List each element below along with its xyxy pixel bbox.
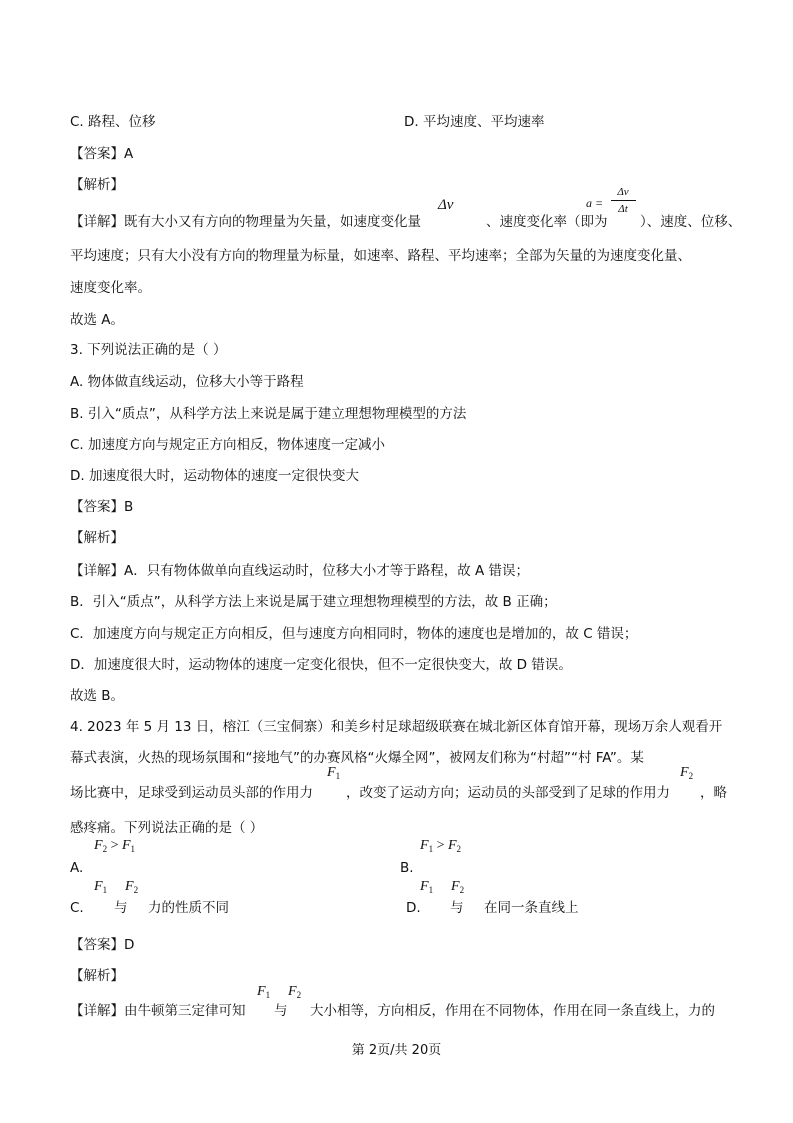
q3-option-c: C. 加速度方向与规定正方向相反，物体速度一定减小	[70, 437, 386, 453]
q4-detail-c: 大小相等，方向相反，作用在不同物体，作用在同一条直线上，力的	[310, 1003, 715, 1019]
q4-stem-line2: 幕式表演，火热的现场氛围和“接地气”的办赛风格“火爆全网”，被网友们称为“村超”“村 FA”。某	[70, 750, 644, 766]
q4-stem-line3b: ，改变了运动方向；运动员的头部受到了足球的作用力	[346, 785, 670, 801]
q4-optC-F1: $F_1$	[94, 879, 108, 895]
q4-option-d-text: 在同一条直线上	[484, 900, 579, 916]
q4-option-b-label: B.	[400, 860, 414, 876]
q3-analysis-heading: 【解析】	[70, 530, 124, 546]
q2-choose: 故选 A。	[70, 312, 125, 328]
q2-fraction-denominator: Δt	[618, 203, 628, 215]
q4-answer: 【答案】D	[70, 937, 135, 953]
q2-fraction-numerator: Δv	[617, 186, 629, 198]
q2-math-fraction	[610, 187, 638, 217]
q3-stem: 3. 下列说法正确的是（ ）	[70, 342, 227, 358]
q4-option-c-label: C.	[70, 900, 84, 916]
q4-detail-a: 【详解】由牛顿第三定律可知	[70, 1003, 246, 1019]
q4-math-F2: $F_2$	[680, 765, 694, 781]
q2-option-d: D. 平均速度、平均速率	[404, 114, 545, 130]
q4-stem-line4: 感疼痛。下列说法正确的是（ ）	[70, 820, 264, 836]
q4-optD-F1: $F_1$	[420, 879, 434, 895]
q4-optD-F2: $F_2$	[451, 879, 465, 895]
q3-answer: 【答案】B	[70, 499, 134, 515]
page-footer: 第 2页/共 20页	[351, 1043, 442, 1058]
q4-option-c-and: 与	[114, 900, 128, 916]
q3-detail-b: B．引入“质点”，从科学方法上来说是属于建立理想物理模型的方法，故 B 正确；	[70, 594, 557, 610]
q4-detail-and: 与	[274, 1003, 288, 1019]
q3-option-d: D. 加速度很大时，运动物体的速度一定很快变大	[70, 468, 359, 484]
q4-option-d-label: D.	[406, 900, 421, 916]
q4-option-d-and: 与	[450, 900, 464, 916]
q3-choose: 故选 B。	[70, 688, 125, 704]
q3-detail-d: D．加速度很大时，运动物体的速度一定变化很快，但不一定很快变大，故 D 错误。	[70, 657, 572, 673]
q4-stem-line1: 4. 2023 年 5 月 13 日，榕江（三宝侗寨）和美乡村足球超级联赛在城北新区体育馆开幕，现场万余人观看开	[70, 719, 723, 735]
q4-detail-F1: $F_1$	[257, 984, 271, 1000]
q2-detail-line3: 速度变化率。	[70, 280, 151, 296]
q3-detail-c: C．加速度方向与规定正方向相反，但与速度方向相同时，物体的速度也是增加的，故 C 错误；	[70, 626, 638, 642]
q2-detail-line2: 平均速度；只有大小没有方向的物理量为标量，如速率、路程、平均速率；全部为矢量的为速度变化量、	[70, 248, 691, 264]
q4-optC-F2: $F_2$	[125, 879, 139, 895]
q2-math-delta-v: Δv	[438, 197, 454, 213]
q2-detail-line1a: 【详解】既有大小又有方向的物理量为矢量，如速度变化量	[70, 214, 421, 230]
q4-stem-line3a: 场比赛中，足球受到运动员头部的作用力	[70, 785, 313, 801]
q2-detail-line1b: 、速度变化率（即为	[486, 214, 608, 230]
q2-math-a-eq: a =	[586, 196, 604, 210]
q2-fraction-bar	[611, 200, 636, 201]
q4-stem-line3c: ，略	[700, 785, 727, 801]
q4-option-a-label: A.	[70, 860, 84, 876]
q4-optA-formula: $F_2 > F_1$	[94, 838, 136, 854]
q2-detail-line1c: ）、速度、位移、	[640, 214, 742, 230]
q2-option-c: C. 路程、位移	[70, 114, 156, 130]
q4-option-c-text: 力的性质不同	[148, 900, 229, 916]
q3-option-a: A. 物体做直线运动，位移大小等于路程	[70, 374, 304, 390]
q3-option-b: B. 引入“质点”，从科学方法上来说是属于建立理想物理模型的方法	[70, 406, 467, 422]
q4-analysis-heading: 【解析】	[70, 968, 124, 984]
q2-answer: 【答案】A	[70, 146, 134, 162]
q2-analysis-heading: 【解析】	[70, 177, 124, 193]
q4-detail-F2: $F_2$	[288, 984, 302, 1000]
q4-optB-formula: $F_1 > F_2$	[420, 838, 462, 854]
q3-detail-a: 【详解】A．只有物体做单向直线运动时，位移大小才等于路程，故 A 错误；	[70, 563, 530, 579]
q4-math-F1: $F_1$	[327, 765, 341, 781]
